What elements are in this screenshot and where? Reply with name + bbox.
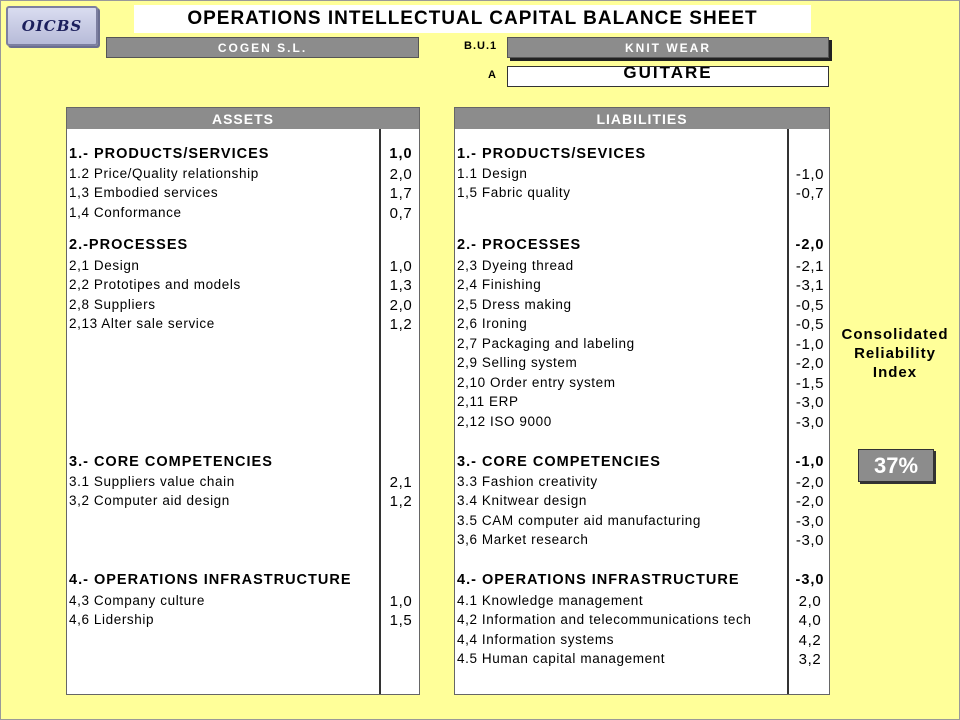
row-value: -2,0: [795, 474, 825, 491]
row-label: 3,2 Computer aid design: [69, 493, 230, 508]
row-label: 1,3 Embodied services: [69, 185, 219, 200]
row-value: 1,0: [389, 258, 413, 275]
row-label: 4,3 Company culture: [69, 593, 205, 608]
business-unit-label: B.U.1: [464, 40, 498, 52]
row-label: 2,11 ERP: [457, 394, 519, 409]
row-label: 2,13 Alter sale service: [69, 316, 215, 331]
row-label: 2,10 Order entry system: [457, 375, 616, 390]
row-value: 0,7: [389, 205, 413, 222]
table-row: [455, 651, 829, 670]
page-title: OPERATIONS INTELLECTUAL CAPITAL BALANCE SHEET: [134, 5, 811, 33]
row-label: 3,6 Market research: [457, 532, 589, 547]
row-label: 3.- CORE COMPETENCIES: [457, 454, 661, 470]
row-value: -3,0: [795, 572, 825, 588]
reliability-label-line: Reliability: [854, 345, 936, 362]
row-label: 2,3 Dyeing thread: [457, 258, 574, 273]
row-value: 1,2: [389, 493, 413, 510]
reliability-index-label: [836, 325, 954, 382]
row-label: 4,6 Lidership: [69, 612, 155, 627]
row-label: 4,2 Information and telecommunications tech: [457, 612, 752, 627]
liabilities-header: LIABILITIES: [455, 108, 829, 129]
table-row: [67, 166, 419, 185]
table-row: [455, 355, 829, 374]
row-label: 2.- PROCESSES: [457, 237, 582, 253]
table-row: [455, 414, 829, 433]
row-value: 1,5: [389, 612, 413, 629]
section-header-row: [67, 454, 419, 473]
liabilities-panel: [454, 107, 830, 695]
row-label: 2.-PROCESSES: [69, 237, 189, 253]
table-row: [67, 277, 419, 296]
reliability-index-value: 37%: [858, 449, 934, 482]
table-row: [455, 277, 829, 296]
subunit-name: GUITARE: [507, 66, 829, 87]
table-row: [67, 258, 419, 277]
subunit-label: A: [488, 69, 497, 81]
table-row: [67, 474, 419, 493]
row-label: 1,5 Fabric quality: [457, 185, 571, 200]
row-value: -0,7: [795, 185, 825, 202]
section-header-row: [67, 237, 419, 256]
row-value: -1,0: [795, 454, 825, 470]
table-row: [455, 632, 829, 651]
row-value: -3,1: [795, 277, 825, 294]
row-value: 1,2: [389, 316, 413, 333]
row-label: 2,4 Finishing: [457, 277, 542, 292]
row-label: 4,4 Information systems: [457, 632, 615, 647]
table-row: [67, 593, 419, 612]
row-label: 3.1 Suppliers value chain: [69, 474, 235, 489]
section-header-row: [455, 572, 829, 591]
row-label: 1.- PRODUCTS/SEVICES: [457, 146, 647, 162]
row-label: 3.- CORE COMPETENCIES: [69, 454, 273, 470]
row-value: 1,7: [389, 185, 413, 202]
row-label: 2,2 Prototipes and models: [69, 277, 241, 292]
table-row: [67, 493, 419, 512]
table-row: [455, 593, 829, 612]
assets-header: ASSETS: [67, 108, 419, 129]
row-value: 3,2: [798, 651, 822, 668]
row-label: 1,4 Conformance: [69, 205, 182, 220]
row-label: 4.1 Knowledge management: [457, 593, 644, 608]
row-value: -2,0: [795, 355, 825, 372]
table-row: [455, 474, 829, 493]
table-row: [455, 612, 829, 631]
business-unit-name: KNIT WEAR: [507, 37, 829, 58]
row-value: 1,0: [389, 593, 413, 610]
row-value: 4,2: [798, 632, 822, 649]
row-label: 2,9 Selling system: [457, 355, 578, 370]
section-header-row: [67, 146, 419, 165]
table-row: [455, 166, 829, 185]
section-header-row: [67, 572, 419, 591]
table-row: [67, 185, 419, 204]
row-value: 2,0: [798, 593, 822, 610]
row-label: 4.- OPERATIONS INFRASTRUCTURE: [457, 572, 740, 588]
table-row: [455, 394, 829, 413]
row-label: 2,1 Design: [69, 258, 140, 273]
table-row: [455, 316, 829, 335]
assets-panel: [66, 107, 420, 695]
row-value: 2,0: [389, 166, 413, 183]
table-row: [455, 336, 829, 355]
row-label: 4.5 Human capital management: [457, 651, 666, 666]
row-label: 4.- OPERATIONS INFRASTRUCTURE: [69, 572, 352, 588]
row-label: 2,5 Dress making: [457, 297, 572, 312]
row-value: -3,0: [795, 394, 825, 411]
table-row: [455, 297, 829, 316]
row-value: -2,0: [795, 237, 825, 253]
row-value: -0,5: [795, 297, 825, 314]
row-value: 4,0: [798, 612, 822, 629]
row-value: -0,5: [795, 316, 825, 333]
table-row: [67, 316, 419, 335]
table-row: [67, 612, 419, 631]
row-value: 2,0: [389, 297, 413, 314]
row-value: -3,0: [795, 532, 825, 549]
company-name: COGEN S.L.: [106, 37, 419, 58]
row-value: -3,0: [795, 513, 825, 530]
section-header-row: [455, 146, 829, 165]
row-label: 1.2 Price/Quality relationship: [69, 166, 259, 181]
row-value: -1,5: [795, 375, 825, 392]
row-label: 1.- PRODUCTS/SERVICES: [69, 146, 270, 162]
row-value: -1,0: [795, 166, 825, 183]
table-row: [455, 258, 829, 277]
table-row: [455, 375, 829, 394]
row-label: 2,6 Ironing: [457, 316, 528, 331]
row-value: 2,1: [389, 474, 413, 491]
table-row: [67, 297, 419, 316]
row-value: -2,0: [795, 493, 825, 510]
row-value: 1,0: [389, 146, 413, 162]
row-label: 1.1 Design: [457, 166, 528, 181]
oicbs-logo: OICBS: [6, 6, 98, 46]
row-label: 3.5 CAM computer aid manufacturing: [457, 513, 702, 528]
row-value: -1,0: [795, 336, 825, 353]
table-row: [455, 493, 829, 512]
row-value: -2,1: [795, 258, 825, 275]
row-label: 2,7 Packaging and labeling: [457, 336, 635, 351]
row-label: 2,8 Suppliers: [69, 297, 156, 312]
row-value: -3,0: [795, 414, 825, 431]
row-value: 1,3: [389, 277, 413, 294]
table-row: [455, 185, 829, 204]
section-header-row: [455, 237, 829, 256]
reliability-label-line: Consolidated: [841, 326, 949, 343]
row-label: 3.4 Knitwear design: [457, 493, 587, 508]
row-label: 2,12 ISO 9000: [457, 414, 552, 429]
reliability-label-line: Index: [872, 364, 918, 381]
table-row: [455, 513, 829, 532]
table-row: [67, 205, 419, 224]
section-header-row: [455, 454, 829, 473]
table-row: [455, 532, 829, 551]
row-label: 3.3 Fashion creativity: [457, 474, 598, 489]
